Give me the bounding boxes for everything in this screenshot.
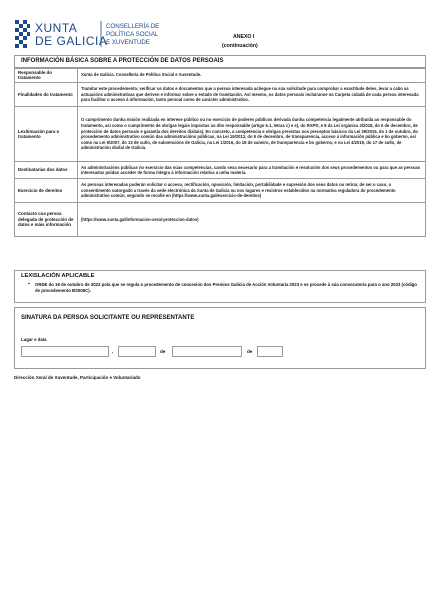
- document-header: [14, 18, 424, 52]
- year-field[interactable]: [257, 346, 283, 357]
- row-label: Responsable do tratamento: [15, 68, 78, 83]
- row-value: Xunta de Galicia. Consellería de Política Social e Xuventude.: [78, 68, 426, 83]
- data-protection-title: INFORMACIÓN BÁSICA SOBRE A PROTECCIÓN DE DATOS PERSOAIS: [21, 58, 224, 64]
- table-row: [15, 107, 426, 162]
- logo-text-xunta: XUNTA: [35, 21, 78, 35]
- month-field[interactable]: [172, 346, 242, 357]
- table-row: [15, 162, 426, 179]
- table-row: [15, 83, 426, 107]
- table-row: [15, 179, 426, 203]
- dept-line-3: E XUVENTUDE: [106, 39, 151, 46]
- xunta-emblem-icon: [15, 20, 30, 48]
- row-value: (https://www.xunta.gal/informacion-xeral-proteccion-datos): [78, 203, 426, 237]
- annex-label: ANEXO I: [233, 34, 255, 40]
- legislation-text: ORDE do 18 de outubro de 2023 pola que se regula o procedemento de concesión dos Premios Galicia de Acción Voluntaria 2023 e se procede á súa convocatoria para o ano 2023 (código de procedemento BS505C).: [35, 282, 418, 293]
- row-value: As administracións públicas no exercicio das súas competencias, cando sexa necesario para a tramitación e resolución dos seus procedementos ou para que as persoas interesadas poidan acceder de forma íntegra á información relativa a unha materia.: [78, 162, 426, 179]
- signature-box: [14, 307, 426, 369]
- legislation-item: [28, 281, 420, 294]
- data-protection-table: [14, 67, 426, 237]
- annex-continuation: (continuación): [222, 43, 258, 49]
- row-label: Exercicio de dereitos: [15, 179, 78, 203]
- place-date-label: Lugar e data: [21, 337, 47, 342]
- dept-line-2: POLÍTICA SOCIAL: [106, 31, 159, 38]
- row-value: Tramitar este procedemento, verificar os datos e documentos que a persoa interesada achegue na súa solicitude para comprobar a exactitude deles, levar a cabo as actuacións administrativas que deriven e informar sobre o estado de tramitación. Así mesmo, os datos persoais incluíranse na Carpeta cidadá de cada persoa interesada para facilitar o acceso á información, tanto persoal como de carácter administrativo.: [78, 83, 426, 107]
- place-field[interactable]: [21, 346, 109, 357]
- legislation-title: LEXISLACIÓN APLICABLE: [21, 273, 95, 279]
- row-label: Contacto coa persoa delegada de protección de datos e máis información: [15, 203, 78, 237]
- signature-title: SINATURA DA PERSOA SOLICITANTE OU REPRESENTANTE: [21, 315, 195, 321]
- footer-directorate: Dirección Xeral de Xuventude, Participación e Voluntariado: [14, 375, 141, 380]
- comma-separator: ,: [112, 349, 114, 354]
- day-field[interactable]: [118, 346, 156, 357]
- row-value: O cumprimento dunha misión realizada en interese público ou no exercicio de poderes públicos derivada dunha competencia legalmente atribuída ao responsable do tratamento, así como o cumprimento de obrigas legais impostas ao dito responsable (artigo 6.1, letras c) e e), do RXPD, e 8 da Lei orgánica 3/2018, do 5 de decembro, de protección de datos persoais e garantía dos dereitos dixitais). En concreto, a competencia e obrigas previstas nos preceptos básicos da Lei 39/2015, do 1 de outubro, do procedemento administrativo común das administracións públicas, na Lei 19/2013, do 9 de decembro, de transparencia, acceso á información pública e bo goberno, así como na Lei 9/2007, do 13 de xuño, de subvencións de Galicia, na Lei 1/2016, do 18 de xaneiro, de transparencia e bo goberno, e na Lei 4/2019, do 17 de xullo, de administración dixital de Galicia.: [78, 107, 426, 162]
- row-label: Destinatarias dos datos: [15, 162, 78, 179]
- logo-text-galicia: DE GALICIA: [35, 34, 108, 48]
- xunta-logo: [14, 18, 189, 50]
- row-value: As persoas interesadas poderán solicitar o acceso, rectificación, oposición, limitación, portabilidade e supresión dos seus datos ou retirar, de ser o caso, o consentimento outorgado a través da sede electrónica da Xunta de Galicia ou nos lugares e rexistros establecidos na normativa reguladora do procedemento administrativo común, segundo se recolle en (https://www.xunta.gal/exercicio-de-dereitos): [78, 179, 426, 203]
- de-separator-1: de: [160, 349, 166, 354]
- bullet-icon: ▪: [28, 281, 30, 287]
- row-label: Finalidades do tratamento: [15, 83, 78, 107]
- legislation-box: [14, 270, 426, 303]
- table-row: [15, 203, 426, 237]
- table-row: [15, 68, 426, 83]
- dept-line-1: CONSELLERÍA DE: [106, 23, 160, 30]
- de-separator-2: de: [247, 349, 253, 354]
- row-label: Lexitimación para o tratamento: [15, 107, 78, 162]
